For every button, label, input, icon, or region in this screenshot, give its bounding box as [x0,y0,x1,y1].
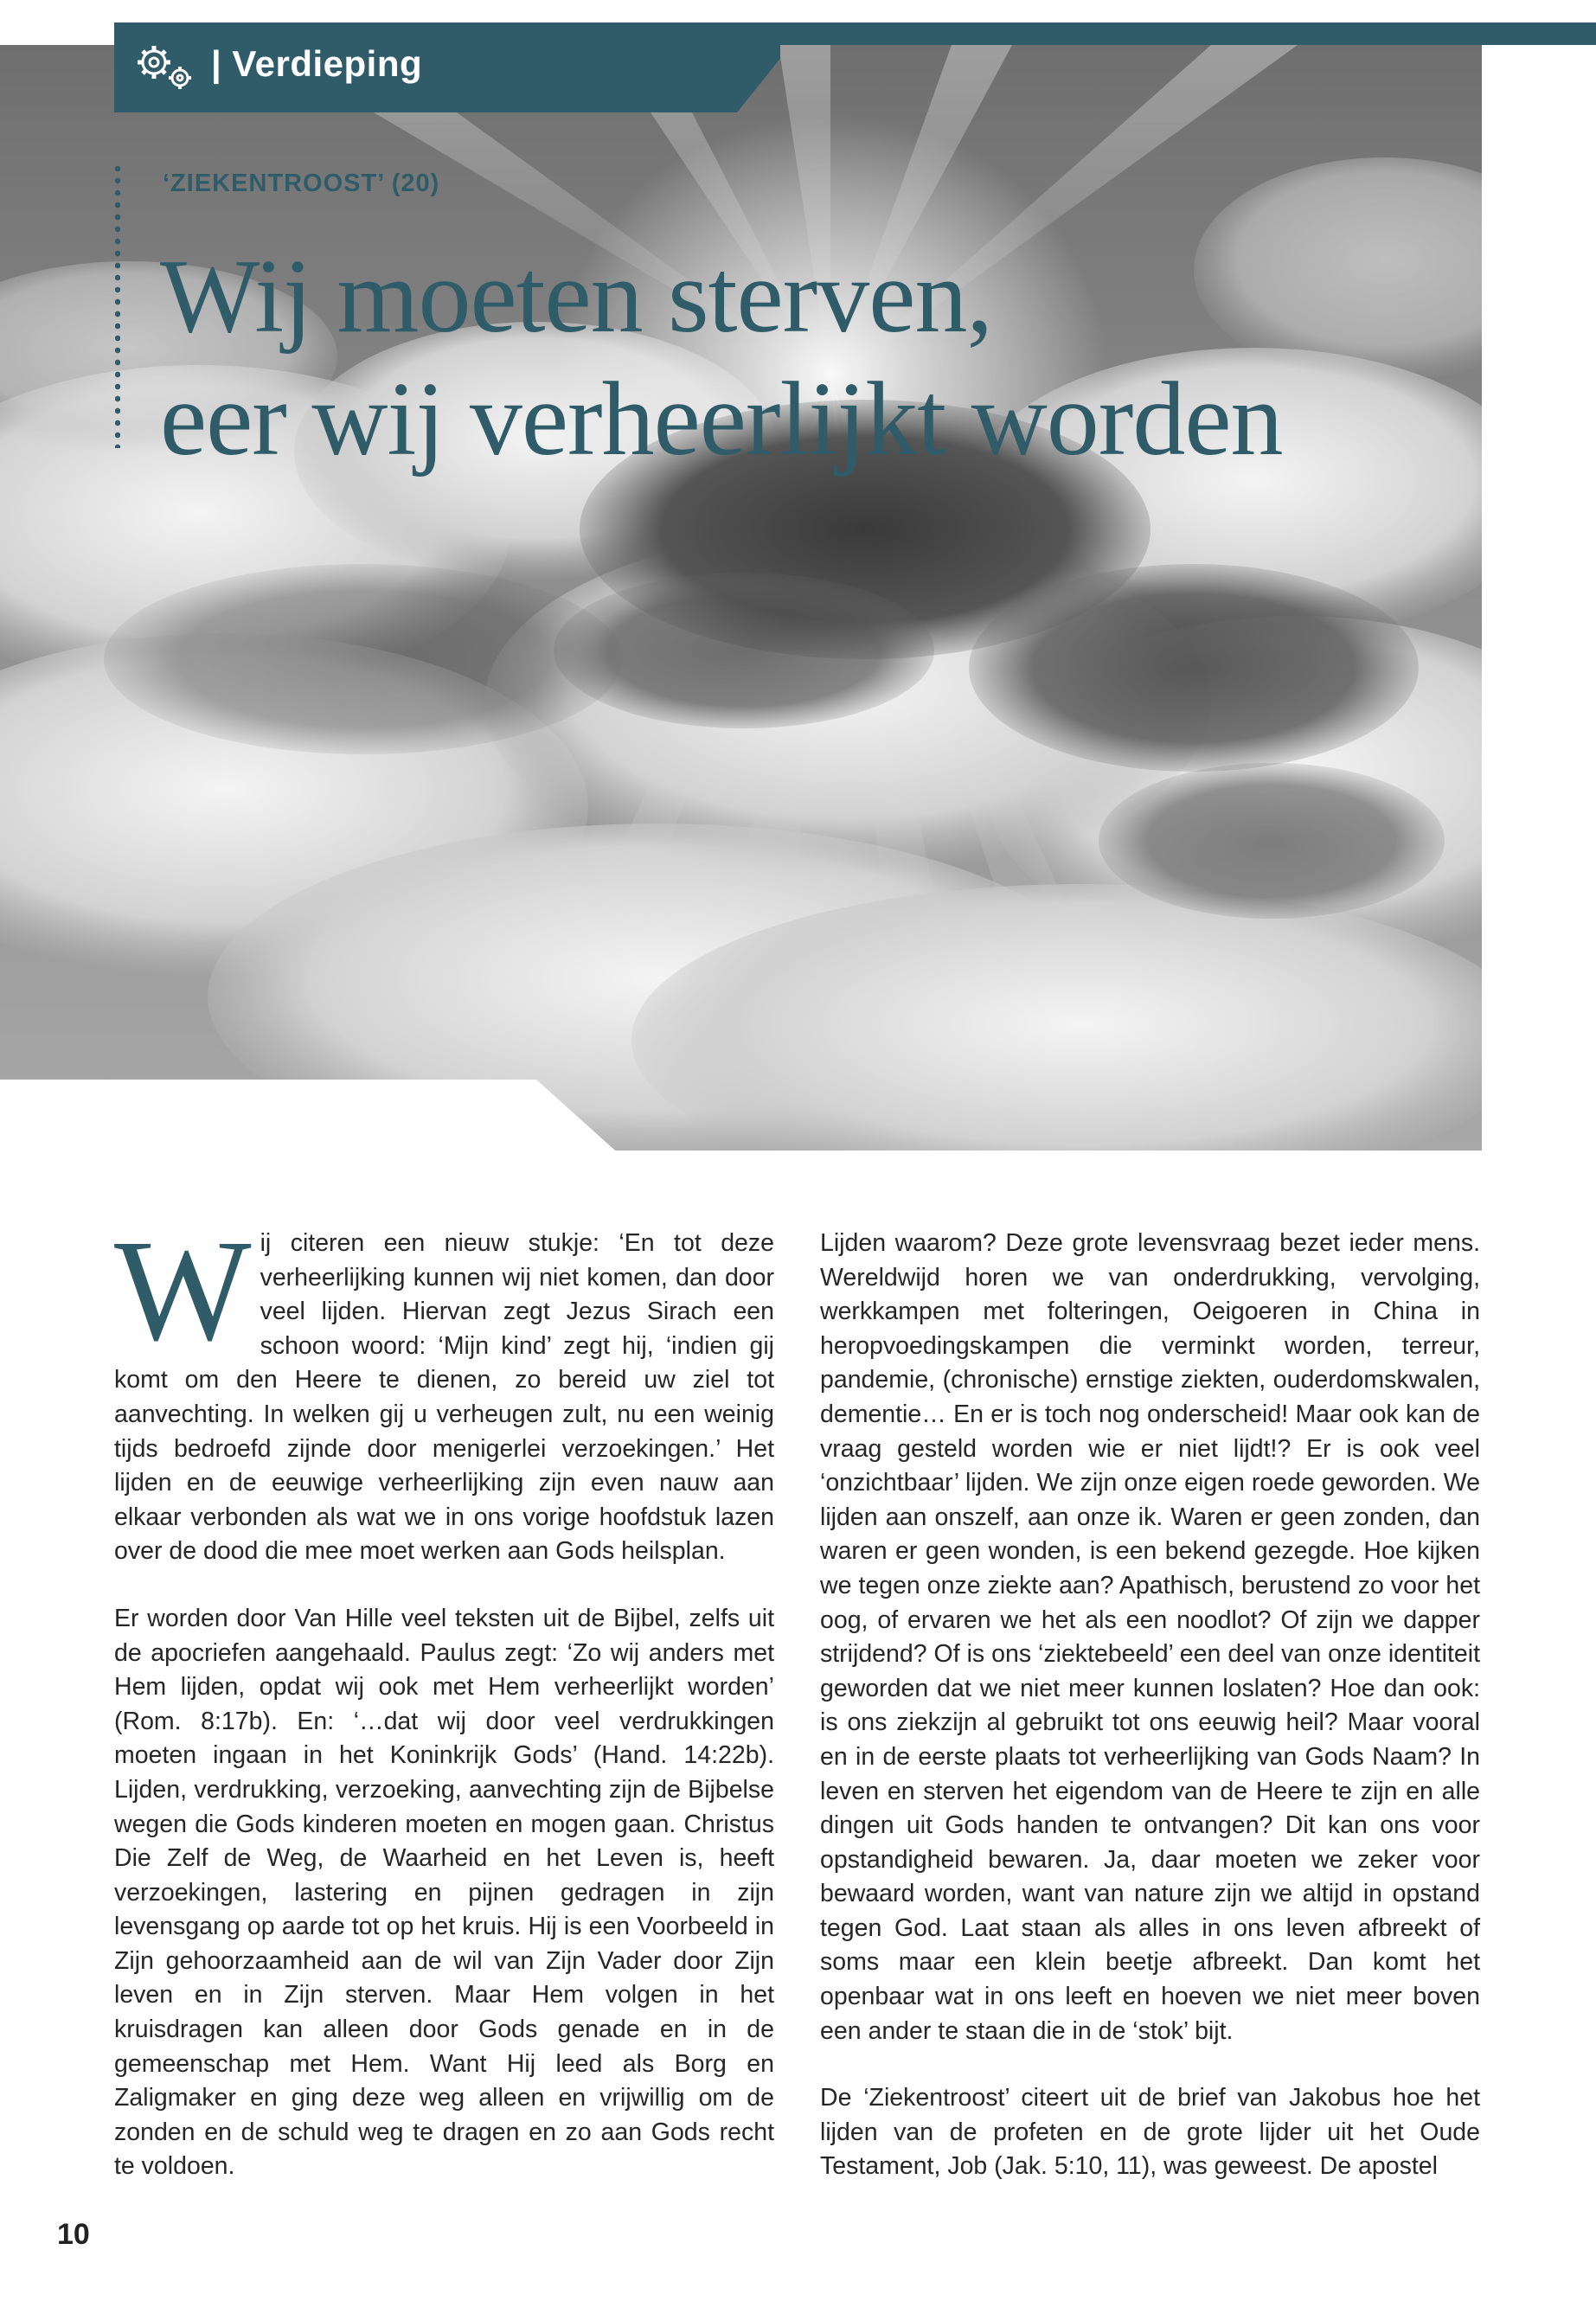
cloud-sky-photo [0,45,1482,1150]
series-label: ‘ZIEKENTROOST’ (20) [163,170,440,197]
gears-icon [130,38,201,97]
paragraph: De ‘Ziekentroost’ citeert uit de brief van Jakobus hoe het lijden van de profeten en de grote lijder uit het Oude Testament, Job (Jak. 5:10, 11), was geweest. De apostel [820,2084,1480,2181]
paragraph [114,1210,774,1569]
left-column [114,1210,774,2217]
title-line-2: eer wij verheerlijkt worden [160,361,1283,478]
paragraph-text: ij citeren een nieuw stukje: ‘En tot deze verheerlijking kunnen wij niet komen, dan door veel lijden. Hiervan zegt Jezus Sirach een schoon woord: ‘Mijn kind’ zegt hij, ‘indien gij komt om den Heere te dienen, zo bereid uw ziel tot aanvechting. In welken gij u verheugen zult, nu een weinig tijds bedroefd zijnde door menigerlei verzoekingen.’ Het lijden en de eeuwige verheerlijking zijn even nauw aan elkaar verbonden als wat we in ons vorige hoofdstuk lazen over de dood die mee moet werken aan Gods heilsplan. [114,1229,774,1566]
drop-cap: W [114,1210,252,1371]
dotted-rule [115,163,120,448]
top-accent-strip [761,22,1596,45]
title-line-1: Wij moeten sterven, [160,238,992,355]
right-column [820,1227,1480,2217]
page-number: 10 [57,2218,90,2251]
section-label: | Verdieping [211,43,423,84]
paragraph: Er worden door Van Hille veel teksten uit de Bijbel, zelfs uit de apocriefen aangehaald. Paulus zegt: ‘Zo wij anders met Hem lijden, opdat wij ook met Hem verheerlijkt worden’ (Rom. 8:17b). En: ‘…dat wij door veel verdrukkingen moeten ingaan in het Koninkrijk Gods’ (Hand. 14:22b). Lijden, verdrukking, verzoeking, aanvechting zijn de Bijbelse wegen die Gods kinderen moeten en mogen gaan. Christus Die Zelf de Weg, de Waarheid en het Leven is, heeft verzoekingen, lastering en pijnen gedragen in zijn levensgang op aarde tot op het kruis. Hij is een Voorbeeld in Zijn gehoorzaamheid aan de wil van Zijn Vader door Zijn leven en in Zijn sterven. Maar Hem volgen in het kruisdragen kan alleen door Gods genade en in de gemeenschap met Hem. Want Hij leed als Borg en Zaligmaker en ging deze weg alleen en vrijwillig om de zonden en de schuld weg te dragen en zo aan Gods recht te voldoen. [114,1604,774,2181]
article-title [160,235,1283,481]
paragraph: Lijden waarom? Deze grote levensvraag bezet ieder mens. Wereldwijd horen we van onderdrukking, vervolging, werkkampen met folteringen, Oeigoeren in China in heropvoedingskampen die verminkt worden, terreur, pandemie, (chronische) ernstige ziekten, ouderdomskwalen, dementie… En er is toch nog onderscheid! Maar ook kan de vraag gesteld worden wie er niet lijdt!? Er is ook veel ‘onzichtbaar’ lijden. We zijn onze eigen roede geworden. We lijden aan onszelf, aan onze ik. Waren er geen zonden, dan waren er geen wonden, is een bekend gezegde. Hoe kijken we tegen onze ziekte aan? Apathisch, berustend zo voor het oog, of ervaren we het als een noodlot? Of zijn we dapper strijdend? Of is ons ‘ziektebeeld’ een deel van onze identiteit geworden dat we niet meer kunnen loslaten? Hoe dan ook: is ons ziekzijn al gebruikt tot ons eeuwig heil? Maar vooral en in de eerste plaats tot verheerlijking van Gods Naam? In leven en sterven het eigendom van de Heere te zijn en alle dingen uit Gods handen te ontvangen? Dit kan ons voor opstandigheid bewaren. Ja, daar moeten we zeker voor bewaard worden, want van nature zijn we altijd in opstand tegen God. Laat staan als alles in ons leven afbreekt of soms maar een klein beetje afbreekt. Dan komt het openbaar wat in ons leeft en hoeven we niet meer boven een ander te staan die in de ‘stok’ bijt. [820,1229,1480,2045]
